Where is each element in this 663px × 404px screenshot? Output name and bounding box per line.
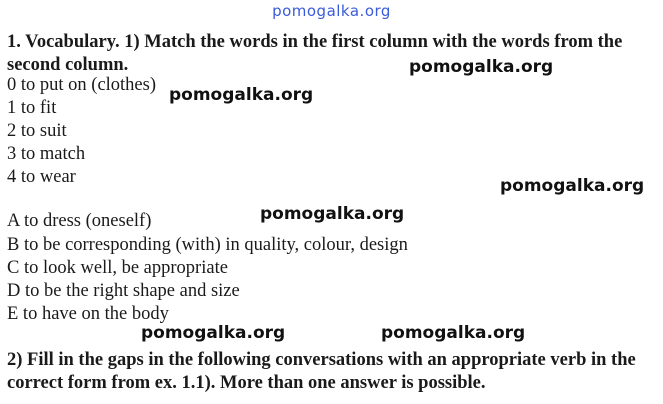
first-column-item: 1 to fit <box>7 98 57 118</box>
watermark: pomogalka.org <box>381 323 526 343</box>
watermark: pomogalka.org <box>260 204 405 224</box>
second-column-item: D to be the right shape and size <box>7 281 240 301</box>
second-column-item: E to have on the body <box>7 304 169 324</box>
exercise-2-heading: 2) Fill in the gaps in the following conversations with an appropriate verb in the correct form from ex. 1.1). More than one answer is possible. <box>7 350 636 393</box>
first-column-item: 3 to match <box>7 144 86 164</box>
watermark: pomogalka.org <box>409 57 554 77</box>
second-column-item: A to dress (oneself) <box>7 211 152 231</box>
second-column-item: B to be corresponding (with) in quality, colour, design <box>7 235 408 255</box>
first-column-item: 4 to wear <box>7 167 76 187</box>
site-header-watermark: pomogalka.org <box>272 2 391 20</box>
first-column-item: 2 to suit <box>7 121 67 141</box>
exercise-1-heading: 1. Vocabulary. 1) Match the words in the first column with the words from the second column. <box>7 32 623 75</box>
watermark: pomogalka.org <box>500 176 645 196</box>
watermark: pomogalka.org <box>169 85 314 105</box>
second-column-item: C to look well, be appropriate <box>7 258 228 278</box>
first-column-item: 0 to put on (clothes) <box>7 75 157 95</box>
watermark: pomogalka.org <box>141 323 286 343</box>
